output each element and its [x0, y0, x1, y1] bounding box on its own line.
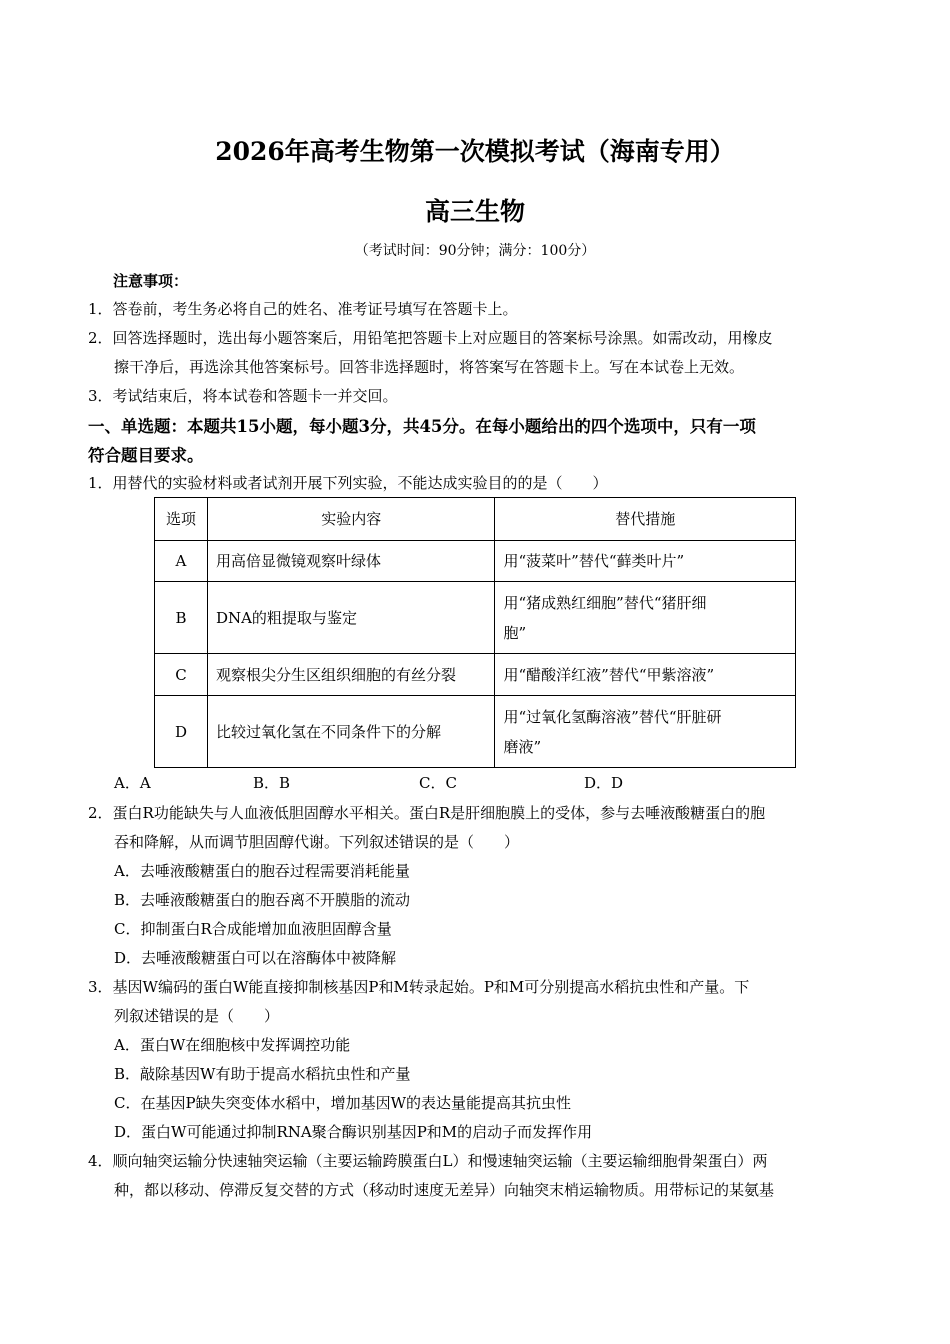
- table-cell-replace-line: 用“猪成熟红细胞”替代“猪肝细: [503, 593, 707, 612]
- section-heading-cont: 符合题目要求。: [88, 446, 204, 465]
- notice-item: 擦干净后，再选涂其他答案标号。回答非选择题时，将答案写在答题卡上。写在本试卷上无效。: [114, 358, 745, 376]
- table-header: 替代措施: [495, 498, 796, 541]
- exam-info: （考试时间：90分钟；满分：100分）: [354, 243, 596, 259]
- section-heading: 一、单选题：本题共15小题，每小题3分，共45分。在每小题给出的四个选项中，只有一项: [88, 417, 756, 436]
- question-2-option: C．抑制蛋白R合成能增加血液胆固醇含量: [114, 920, 392, 938]
- table-cell-replace-line: 用“过氧化氢酶溶液”替代“肝脏研: [503, 707, 722, 726]
- table-header: 实验内容: [207, 498, 495, 541]
- table-cell-replace: [495, 582, 796, 654]
- notice-item: 3．考试结束后，将本试卷和答题卡一并交回。: [88, 387, 398, 405]
- question-2-option: B．去唾液酸糖蛋白的胞吞离不开膜脂的流动: [114, 891, 411, 909]
- question-1-option: D．D: [584, 774, 624, 792]
- question-1-stem: 1．用替代的实验材料或者试剂开展下列实验，不能达成实验目的的是（ ）: [88, 474, 608, 492]
- notice-heading: 注意事项：: [113, 272, 189, 290]
- table-cell-option: C: [155, 654, 208, 696]
- table-row: [155, 696, 796, 768]
- question-3-option: A．蛋白W在细胞核中发挥调控功能: [114, 1036, 351, 1054]
- question-4-stem: 4．顺向轴突运输分快速轴突运输（主要运输跨膜蛋白L）和慢速轴突运输（主要运输细胞骨架蛋白）两: [88, 1152, 768, 1170]
- question-1-option: B．B: [253, 774, 291, 792]
- table-row: [155, 654, 796, 696]
- table-header-row: [155, 498, 796, 541]
- table-cell-replace-line: 磨液”: [503, 737, 542, 756]
- table-cell-content: 观察根尖分生区组织细胞的有丝分裂: [207, 654, 495, 696]
- table-cell-content: DNA的粗提取与鉴定: [207, 582, 495, 654]
- question-4-stem-cont: 种，都以移动、停滞反复交替的方式（移动时速度无差异）向轴突末梢运输物质。用带标记的某氨基: [114, 1181, 775, 1199]
- question-3-option: B．敲除基因W有助于提高水稻抗虫性和产量: [114, 1065, 411, 1083]
- question-3-stem: 3．基因W编码的蛋白W能直接抑制核基因P和M转录起始。P和M可分别提高水稻抗虫性和产量。下: [88, 978, 750, 996]
- table-row: [155, 541, 796, 582]
- question-2-stem-cont: 吞和降解，从而调节胆固醇代谢。下列叙述错误的是（ ）: [114, 833, 520, 851]
- table-cell-replace: [495, 696, 796, 768]
- question-3-stem-cont: 列叙述错误的是（ ）: [114, 1007, 280, 1025]
- table-cell-replace-line: 胞”: [503, 623, 527, 642]
- exam-subtitle: 高三生物: [424, 197, 525, 226]
- table-cell-replace: 用“菠菜叶”替代“藓类叶片”: [495, 541, 796, 582]
- notice-item: 2．回答选择题时，选出每小题答案后，用铅笔把答题卡上对应题目的答案标号涂黑。如需改动，用橡皮: [88, 329, 773, 347]
- notice-item: 1．答卷前，考生务必将自己的姓名、准考证号填写在答题卡上。: [88, 300, 518, 318]
- table-cell-content: 用高倍显微镜观察叶绿体: [207, 541, 495, 582]
- table-cell-option: D: [155, 696, 208, 768]
- question-3-option: D．蛋白W可能通过抑制RNA聚合酶识别基因P和M的启动子而发挥作用: [114, 1123, 593, 1141]
- question-1-option: A．A: [114, 774, 151, 792]
- exam-title: 2026年高考生物第一次模拟考试（海南专用）: [215, 137, 735, 166]
- table-cell-replace: 用“醋酸洋红液”替代“甲紫溶液”: [495, 654, 796, 696]
- question-2-option: A．去唾液酸糖蛋白的胞吞过程需要消耗能量: [114, 862, 410, 880]
- table-row: [155, 582, 796, 654]
- table-cell-option: A: [155, 541, 208, 582]
- question-2-option: D．去唾液酸糖蛋白可以在溶酶体中被降解: [114, 949, 397, 967]
- question-3-option: C．在基因P缺失突变体水稻中，增加基因W的表达量能提高其抗虫性: [114, 1094, 571, 1112]
- table-cell-option: B: [155, 582, 208, 654]
- question-1-option: C．C: [419, 774, 457, 792]
- table-header: 选项: [155, 498, 208, 541]
- question-1-table: [154, 497, 796, 768]
- table-cell-content: 比较过氧化氢在不同条件下的分解: [207, 696, 495, 768]
- question-2-stem: 2．蛋白R功能缺失与人血液低胆固醇水平相关。蛋白R是肝细胞膜上的受体，参与去唾液酸糖蛋白的胞: [88, 804, 766, 822]
